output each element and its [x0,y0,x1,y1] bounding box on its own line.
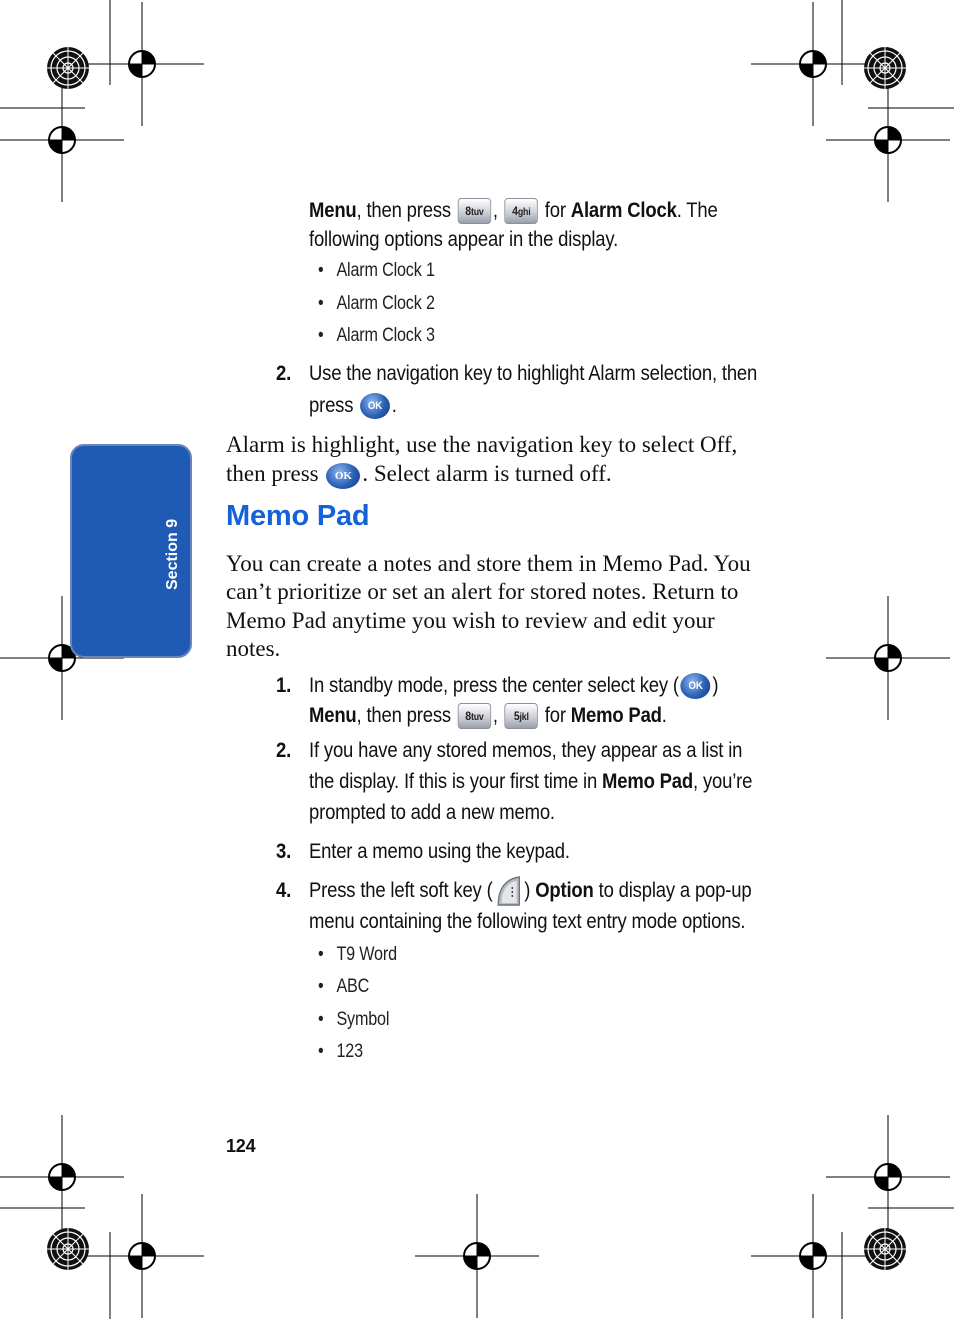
key-4-icon: 4ghi [505,198,538,224]
step-number: 4. [276,879,292,902]
entry-mode-option: • ABC [318,976,370,997]
entry-mode-option: • T9 Word [318,944,397,965]
step-number: 2. [276,739,292,762]
section-tab-label: Section 9 [164,518,181,590]
paragraph: then press OK . Select alarm is turned off. [226,459,612,489]
step-text: If you have any stored memos, they appear as a list in [309,739,743,762]
alarm-option: • Alarm Clock 1 [318,260,435,281]
ok-key-icon: OK [360,393,390,419]
step-text: Press the left soft key ( ) Option to display a pop-up [309,875,751,907]
section-title: Memo Pad [226,500,370,532]
step-text: Menu, then press 8tuv , 5jkl for Memo Pad. [309,700,667,731]
entry-mode-option: • 123 [318,1041,363,1062]
entry-mode-option: • Symbol [318,1009,390,1030]
step-text: prompted to add a new memo. [309,801,555,824]
step-text: the display. If this is your first time in Memo Pad, you’re [309,770,753,793]
key-8-icon: 8tuv [458,703,491,729]
step-number: 2. [276,362,292,385]
step-text: menu containing the following text entry mode options. [309,910,746,933]
intro-line-2: following options appear in the display. [309,228,619,251]
paragraph: Alarm is highlight, use the navigation key to select Off, [226,432,738,457]
step-text: Enter a memo using the keypad. [309,840,570,863]
step-number: 1. [276,674,292,697]
intro-line-1: Menu, then press 8tuv , 4ghi for Alarm Clock. The [309,195,718,226]
key-5-icon: 5jkl [505,703,538,729]
key-8-icon: 8tuv [458,198,491,224]
paragraph-line: can’t prioritize or set an alert for stored notes. Return to [226,579,739,604]
page-number: 124 [226,1136,256,1156]
alarm-option: • Alarm Clock 3 [318,325,435,346]
left-soft-key-icon [494,875,522,907]
step-text: In standby mode, press the center select key ( OK ) [309,670,718,701]
paragraph-line: You can create a notes and store them in Memo Pad. You [226,551,751,576]
alarm-option: • Alarm Clock 2 [318,293,435,314]
ok-key-icon: OK [681,673,711,699]
paragraph-line: notes. [226,636,281,661]
paragraph-line: Memo Pad anytime you wish to review and edit your [226,608,715,633]
ok-key-icon: OK [326,463,360,489]
step-text: press OK . [309,390,397,421]
step-text: Use the navigation key to highlight Alarm selection, then [309,362,758,385]
step-number: 3. [276,840,292,863]
